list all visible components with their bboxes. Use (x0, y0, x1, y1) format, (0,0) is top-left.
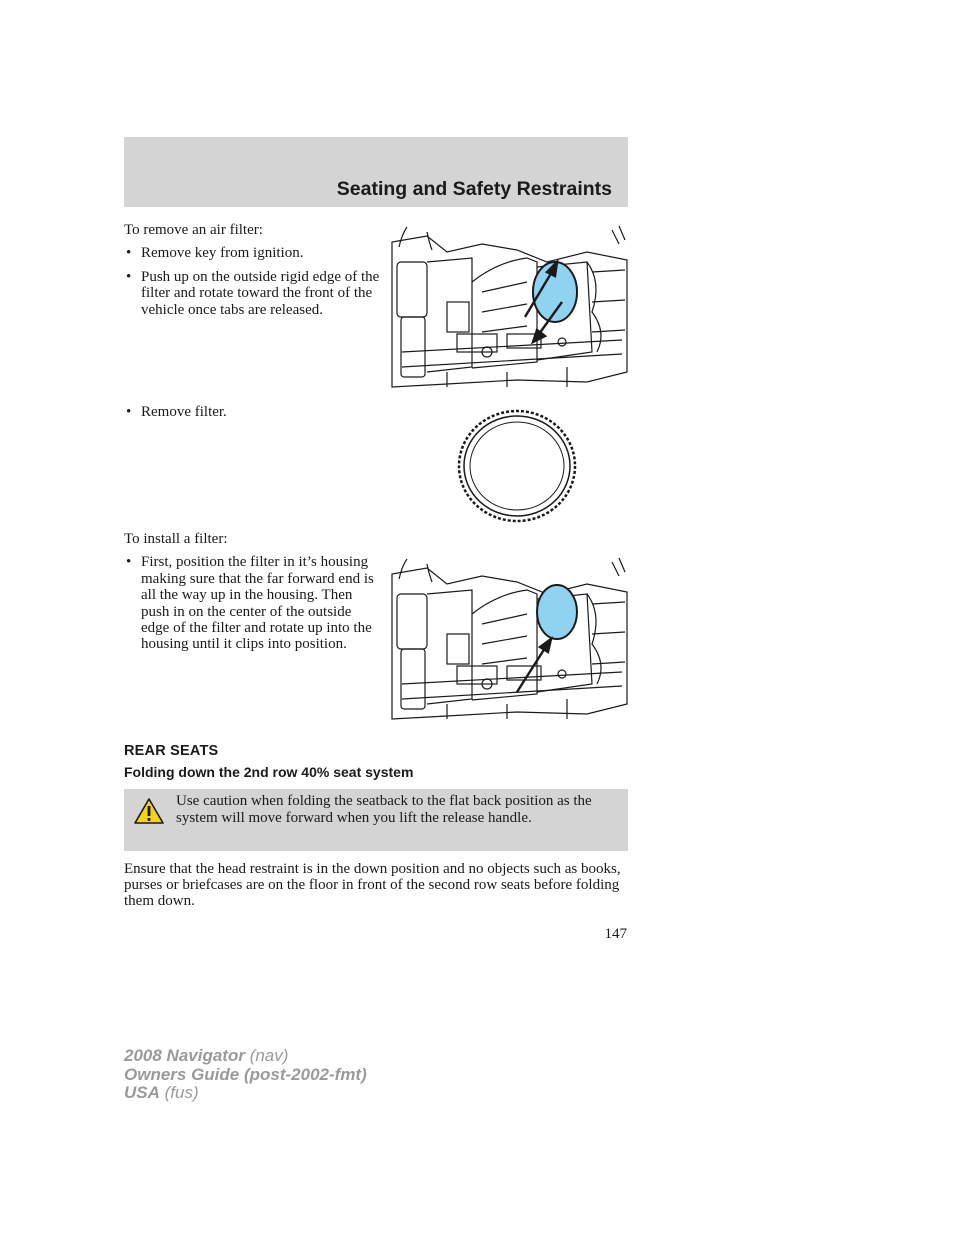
remove-step-2: • Push up on the outside rigid edge of the filter and rotate toward the front of the vehicle once tabs are released. (124, 269, 380, 318)
section-title: Seating and Safety Restraints (336, 178, 612, 200)
filter-install-illustration (387, 554, 631, 722)
rear-seats-subheading: Folding down the 2nd row 40% seat system (124, 764, 414, 780)
warning-box (124, 789, 628, 851)
rear-seats-paragraph: Ensure that the head restraint is in the down position and no objects such as books, purses or briefcases are on the floor in front of the second row seats before folding them down. (124, 861, 621, 910)
filter-removal-illustration (387, 222, 631, 390)
install-step-1: • First, position the filter in it’s housing making sure that the far forward end is all the way up in the housing. Then push in on the center of the outside edge of the filter and rotate up into the housing until it clips into position. (124, 554, 382, 652)
air-filter-illustration (456, 409, 578, 523)
install-intro: To install a filter: (124, 531, 228, 547)
page-number: 147 (604, 926, 627, 942)
install-steps (124, 554, 382, 652)
document-footer (124, 1047, 367, 1103)
install-instructions (124, 531, 382, 653)
section-header-band (124, 137, 628, 207)
remove-steps (124, 245, 380, 318)
remove-step-1: • Remove key from ignition. (124, 245, 380, 261)
footer-market: USA (124, 1083, 160, 1102)
air-filter-highlight (537, 585, 577, 639)
rear-seats-heading: REAR SEATS (124, 743, 219, 759)
footer-guide: Owners Guide (post-2002-fmt) (124, 1064, 367, 1084)
footer-model: 2008 Navigator (124, 1046, 245, 1065)
remove-filter-step (124, 404, 380, 420)
remove-step-3: • Remove filter. (124, 404, 380, 420)
footer-model-code: (nav) (249, 1046, 289, 1065)
remove-intro: To remove an air filter: (124, 222, 263, 238)
warning-triangle-icon (134, 797, 164, 825)
warning-text: Use caution when folding the seatback to the flat back position as the system will move forward when you lift the release handle. (176, 793, 592, 826)
remove-instructions (124, 222, 380, 318)
footer-market-code: (fus) (164, 1083, 199, 1102)
